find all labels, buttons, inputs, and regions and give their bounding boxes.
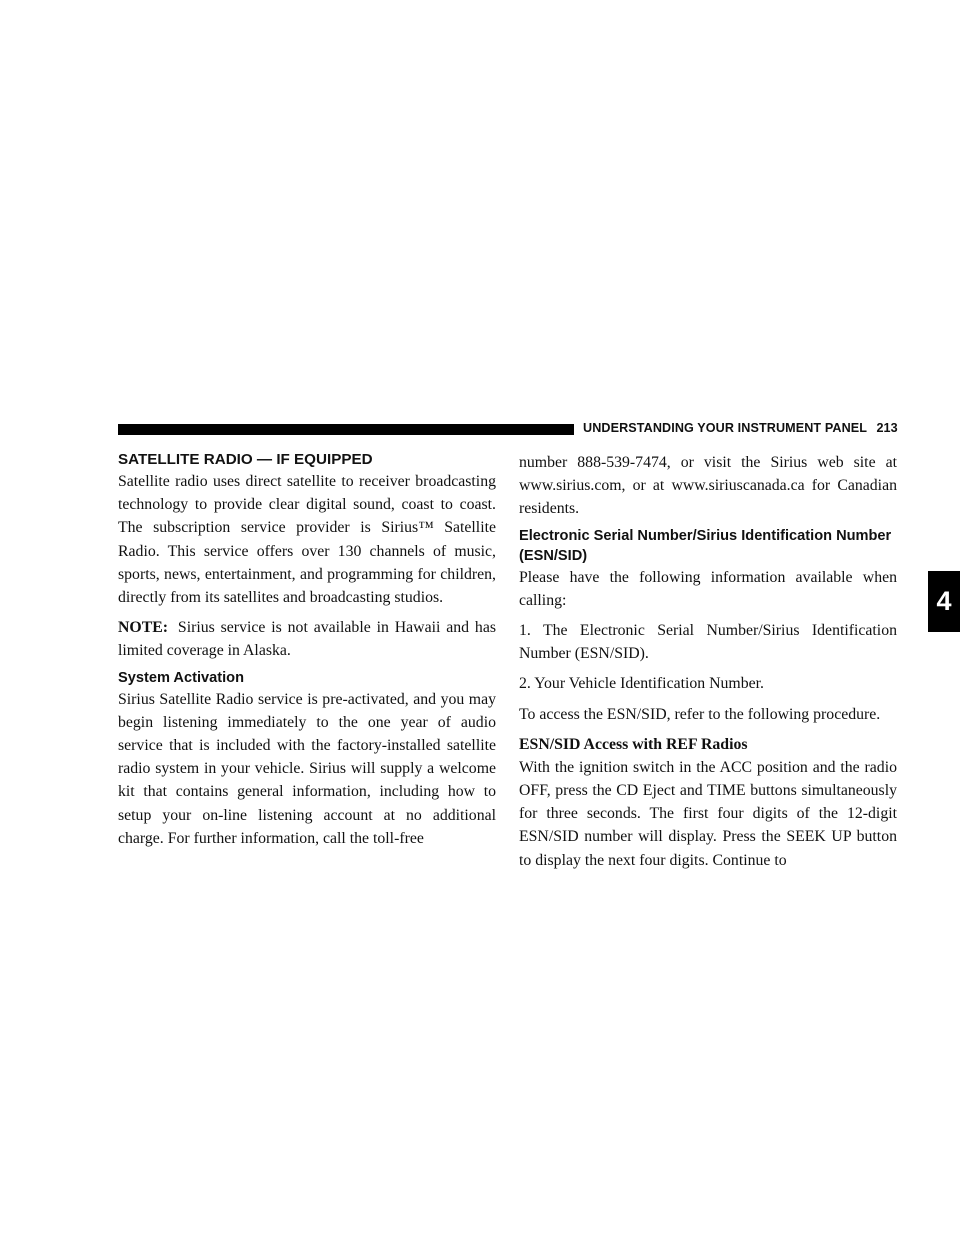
left-column [118, 450, 496, 850]
activation-heading: System Activation [118, 669, 244, 686]
ref-paragraph: With the ignition switch in the ACC position and the radio OFF, press the CD Eject and TIME buttons simultaneously for three seconds. The first four digits of the 12-digit ESN/SID number will display. Press the SEEK UP button to display the next four digits. Continue to [519, 758, 897, 869]
right-column [519, 451, 897, 872]
access-paragraph: To access the ESN/SID, refer to the following procedure. [519, 705, 881, 723]
list-item-vin: 2. Your Vehicle Identification Number. [519, 675, 764, 693]
ref-heading: ESN/SID Access with REF Radios [519, 735, 748, 753]
note-text: Sirius service is not available in Hawaii and has limited coverage in Alaska. [118, 619, 496, 660]
list-item-esn: 1. The Electronic Serial Number/Sirius Identification Number (ESN/SID). [519, 622, 897, 663]
esn-heading: Electronic Serial Number/Sirius Identification Number (ESN/SID) [519, 527, 892, 564]
esn-intro-paragraph: Please have the following information available when calling: [519, 568, 897, 609]
section-title: UNDERSTANDING YOUR INSTRUMENT PANEL [583, 421, 867, 435]
activation-paragraph: Sirius Satellite Radio service is pre-activated, and you may begin listening immediately to the one year of audio service that is included with the factory-installed satellite radio system in your vehicle. Sirius will supply a welcome kit that contains general information, including how to setup your on-line listening account at no additional charge. For further information, call the toll-free [118, 690, 496, 847]
intro-paragraph: Satellite radio uses direct satellite to receiver broadcasting technology to provide clear digital sound, coast to coast. The subscription service provider is Sirius™ Satellite Radio. This service offers over 130 channels of music, sports, news, entertainment, and programming for children, directly from its satellites and broadcasting studios. [118, 473, 496, 607]
page-number: 213 [876, 421, 898, 435]
section-heading: SATELLITE RADIO — IF EQUIPPED [118, 451, 373, 468]
continuation-paragraph: number 888-539-7474, or visit the Sirius web site at www.sirius.com, or at www.siriuscanada.ca for Canadian residents. [519, 454, 897, 518]
note-label: NOTE: [118, 619, 169, 637]
running-head [583, 421, 898, 435]
note-paragraph [118, 616, 496, 662]
chapter-tab: 4 [928, 571, 960, 632]
header-rule [118, 424, 574, 435]
